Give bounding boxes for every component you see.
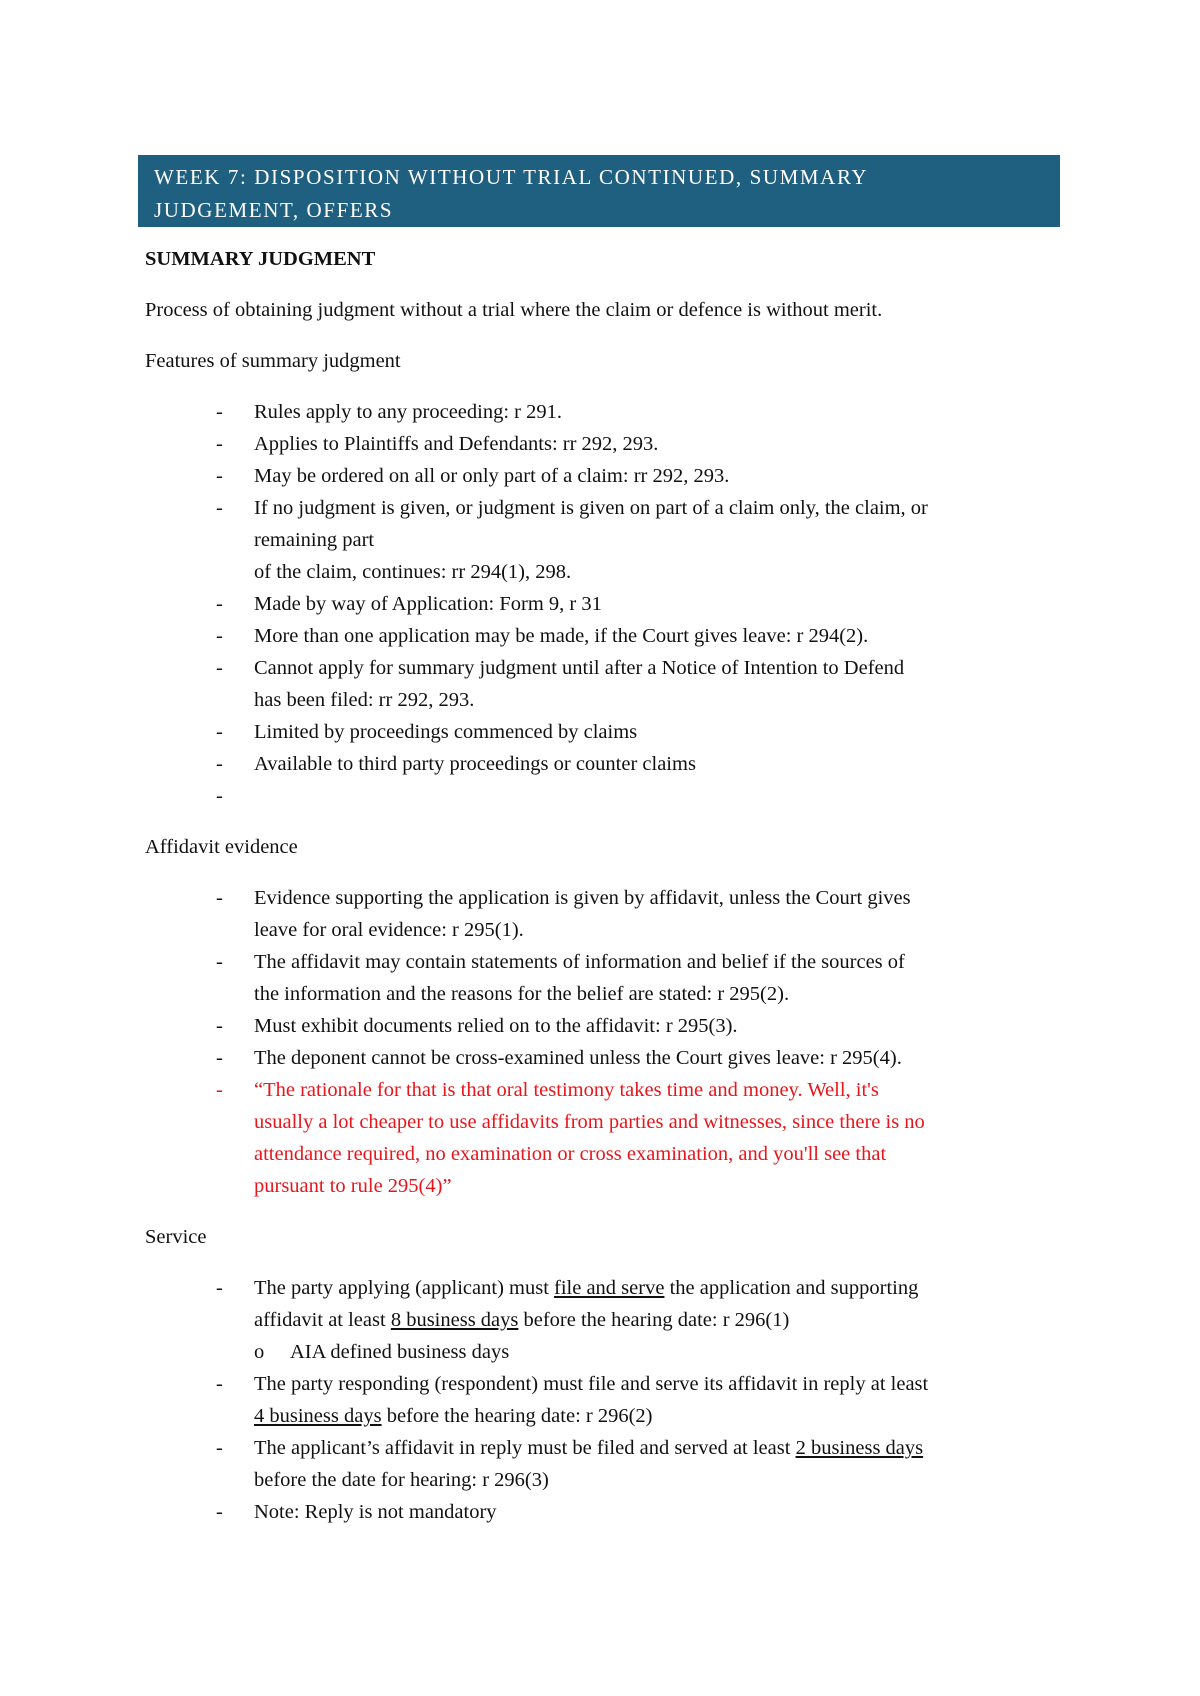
dash-bullet: - — [216, 1437, 223, 1459]
dash-bullet: - — [216, 401, 223, 423]
list-item: - Available to third party proceedings or counter claims — [145, 748, 1065, 780]
features-heading: Features of summary judgment — [145, 350, 401, 372]
dash-bullet: - — [216, 1079, 223, 1101]
list-item: - More than one application may be made, if the Court gives leave: r 294(2). — [145, 620, 1065, 652]
week-title-banner — [138, 155, 1060, 227]
affidavit-evidence-heading: Affidavit evidence — [145, 836, 298, 858]
list-item: - Note: Reply is not mandatory — [145, 1496, 1065, 1528]
list-item: - If no judgment is given, or judgment is given on part of a claim only, the claim, or remaining part of the claim, continues: rr 294(1), 298. — [145, 492, 1065, 588]
dash-bullet: - — [216, 887, 223, 909]
rationale-quote-item: - “The rationale for that is that oral testimony takes time and money. Well, it's usually a lot cheaper to use affidavits from parties and witnesses, since there is no attendance required, no examination or cross examination, and you'll see that pursuant to rule 295(4)” — [145, 1074, 1065, 1202]
banner-title-line-2: JUDGEMENT, OFFERS — [154, 198, 394, 222]
empty-list-item — [145, 780, 1065, 812]
document-body — [145, 243, 1065, 1547]
dash-bullet: - — [216, 497, 223, 519]
dash-bullet: - — [216, 593, 223, 615]
dash-bullet: - — [216, 951, 223, 973]
underlined-text: 2 business days — [795, 1437, 924, 1459]
dash-bullet: - — [216, 1373, 223, 1395]
underlined-text: 4 business days — [254, 1405, 382, 1427]
dash-bullet: - — [216, 1047, 223, 1069]
dash-bullet: - — [216, 433, 223, 455]
summary-judgment-definition: Process of obtaining judgment without a trial where the claim or defence is without merit. — [145, 299, 883, 321]
list-item: - Applies to Plaintiffs and Defendants: rr 292, 293. — [145, 428, 1065, 460]
list-item: - Must exhibit documents relied on to the affidavit: r 295(3). — [145, 1010, 1065, 1042]
dash-bullet: - — [216, 785, 223, 807]
underlined-text: 8 business days — [390, 1309, 519, 1331]
summary-judgment-heading: SUMMARY JUDGMENT — [145, 248, 376, 270]
dash-bullet: - — [216, 625, 223, 647]
dash-bullet: - — [216, 657, 223, 679]
dash-bullet: - — [216, 465, 223, 487]
list-item: - Limited by proceedings commenced by claims — [145, 716, 1065, 748]
dash-bullet: - — [216, 1015, 223, 1037]
underlined-text: file and serve — [554, 1277, 665, 1299]
list-item: - The deponent cannot be cross-examined unless the Court gives leave: r 295(4). — [145, 1042, 1065, 1074]
banner-title-line-1: WEEK 7: DISPOSITION WITHOUT TRIAL CONTINUED, SUMMARY — [154, 165, 869, 189]
list-item: - Made by way of Application: Form 9, r 31 — [145, 588, 1065, 620]
list-item: - May be ordered on all or only part of a claim: rr 292, 293. — [145, 460, 1065, 492]
dash-bullet: - — [216, 1501, 223, 1523]
list-item: - Rules apply to any proceeding: r 291. — [145, 396, 1065, 428]
circle-bullet: o — [254, 1341, 265, 1363]
dash-bullet: - — [216, 753, 223, 775]
affidavit-evidence-list — [145, 882, 1065, 1202]
service-heading: Service — [145, 1226, 207, 1248]
service-list — [145, 1272, 1065, 1528]
list-item: - The party responding (respondent) must file and serve its affidavit in reply at least 4 business days before the hearing date: r 296(2) — [145, 1368, 1065, 1432]
list-item: - The party applying (applicant) must file and serve the application and supporting affidavit at least 8 business days before the hearing date: r 296(1) o AIA defined business days — [145, 1272, 1065, 1368]
list-item: - Cannot apply for summary judgment until after a Notice of Intention to Defend has been filed: rr 292, 293. — [145, 652, 1065, 716]
list-item: - The affidavit may contain statements of information and belief if the sources of the information and the reasons for the belief are stated: r 295(2). — [145, 946, 1065, 1010]
features-list — [145, 396, 1065, 812]
dash-bullet: - — [216, 721, 223, 743]
list-item: - Evidence supporting the application is given by affidavit, unless the Court gives leave for oral evidence: r 295(1). — [145, 882, 1065, 946]
list-item: - The applicant’s affidavit in reply must be filed and served at least 2 business days before the date for hearing: r 296(3) — [145, 1432, 1065, 1496]
service-sub-list — [254, 1336, 1065, 1368]
sub-list-item: o AIA defined business days — [254, 1336, 1065, 1368]
dash-bullet: - — [216, 1277, 223, 1299]
